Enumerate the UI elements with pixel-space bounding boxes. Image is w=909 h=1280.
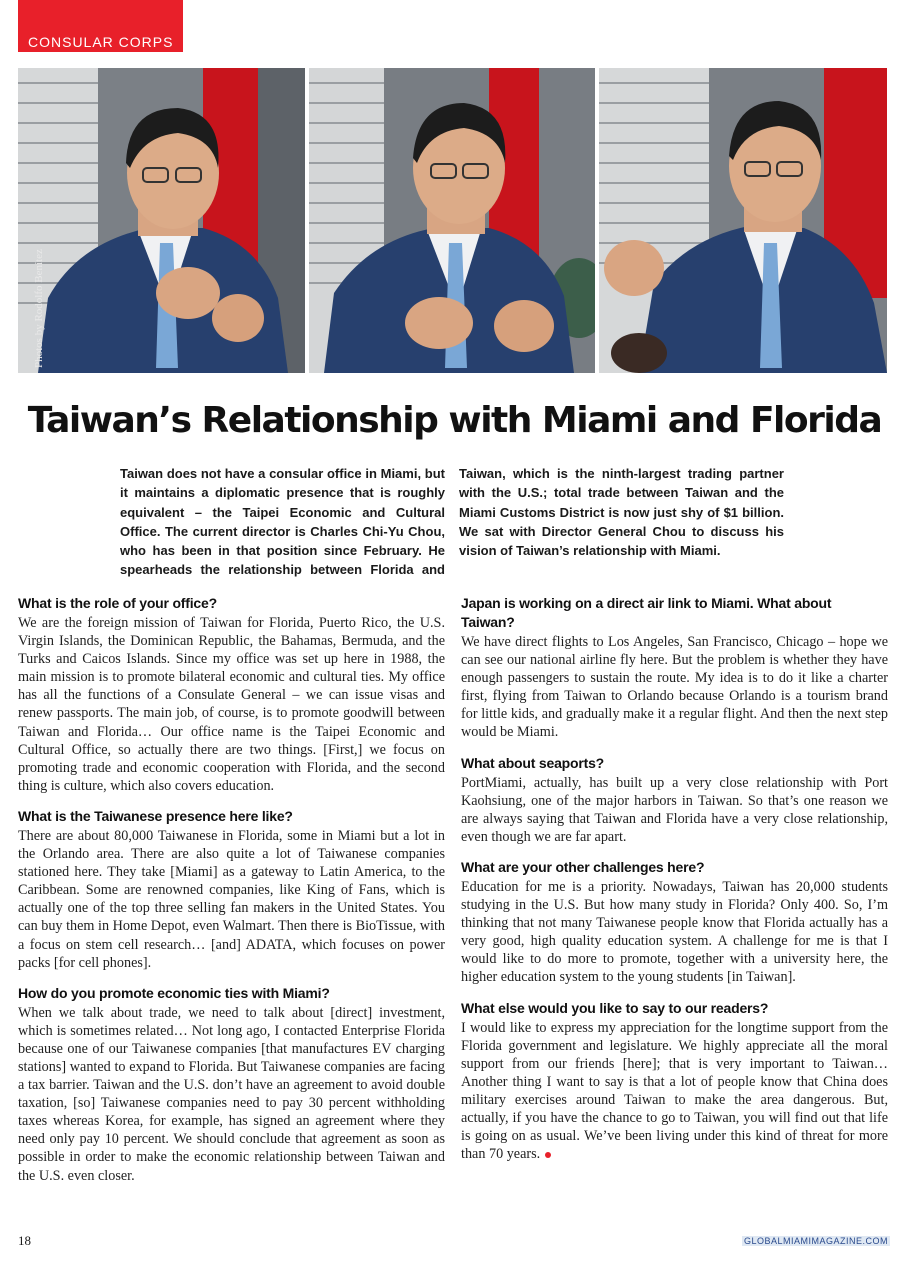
question: What are your other challenges here? [461, 858, 705, 875]
qa-block [461, 754, 888, 846]
qa-block [18, 984, 445, 1185]
website-link[interactable]: GLOBALMIAMIMAGAZINE.COM [743, 1236, 888, 1246]
section-tag [18, 0, 183, 52]
intro-paragraph: Taiwan does not have a consular office in Miami, but it maintains a diplomatic presence that is roughly equivalent – the Taipei Economic and Cultural Office. The current director is Charles Chi-Yu Chou, who has been in that position since February. He spearheads the relationship between Florida and Taiwan, which is the ninth-largest trading partner with the U.S.; total trade between Taiwan and the Miami Customs District is now just shy of $1 billion. We sat with Director General Chou to discuss his vision of Taiwan’s relationship with Miami. [120, 466, 784, 578]
question: How do you promote economic ties with Miami? [18, 984, 330, 1001]
answer: Education for me is a priority. Nowadays, Taiwan has 20,000 students studying in the U.S. But how many study in Florida? Only 400. So, I’m thinking that not many Taiwanese people know that Florida actually has a very good, high quality education system. A challenge for me is that I would like to do more to promote, together with a university here, the higher education system to the young students [in Taiwan]. [461, 878, 888, 986]
photo-director-2 [309, 68, 595, 373]
photo-director-3 [599, 68, 887, 373]
question: Japan is working on a direct air link to Miami. What about Taiwan? [461, 595, 832, 630]
answer-text: I would like to express my appreciation for the longtime support from the Florida government and legislature. We highly appreciate all the moral support from our friends [here]; that is very important to Taiwan… Another thing I want to say is that a lot of people know that China does military exercises around Taiwan to make the area dangerous. But, actually, if you have the chance to go to Taiwan, you will find out that life is going on as usual. We’ve been living under this kind of threat for more than 70 years. [461, 1019, 888, 1163]
question: What is the role of your office? [18, 595, 217, 611]
photo-credit: Photos by Rodolfo Benítez [33, 249, 45, 368]
photo-strip [18, 68, 887, 373]
qa-block [461, 858, 888, 987]
answer-final [461, 1019, 888, 1164]
photo-director-1 [18, 68, 305, 373]
section-tag-label: CONSULAR CORPS [28, 34, 174, 50]
right-column [461, 594, 888, 1175]
answer: We are the foreign mission of Taiwan for Florida, Puerto Rico, the U.S. Virgin Islands, the Dominican Republic, the Bahamas, Bermuda, and the Turks and Caicos Islands. Since my office was set up here in 1988, the main mission is to promote bilateral economic and cultural ties. My office has all the functions of a Consulate General – we can issue visas and renew passports. The main job, of course, is to promote goodwill between Taiwan and Florida… Our office name is the Taipei Economic and Cultural Office, so actually there are two things. [First,] we focus on promoting trade and economic cooperation with Florida, and the second thing is culture, which also covers education. [18, 615, 445, 794]
qa-block [18, 594, 445, 795]
answer: When we talk about trade, we need to talk about [direct] investment, which is sometimes related… Not long ago, I contacted Enterprise Florida because one of our Taiwanese companies [that manufactures EV charging stations] wanted to expand to Florida. But Taiwanese companies are facing a tax barrier. Taiwan and the U.S. don’t have an agreement to avoid double taxation, [so] Taiwanese companies need to pay 30 percent withholding taxes whereas Korea, for example, has signed an agreement where they need only pay 10 percent. We should conclude that agreement as soon as possible in order to make the economic relationship between Taiwan and the U.S. even closer. [18, 1004, 445, 1184]
left-column [18, 594, 445, 1197]
end-mark-icon [545, 1152, 551, 1158]
question: What else would you like to say to our readers? [461, 999, 769, 1016]
answer: PortMiami, actually, has built up a very close relationship with Port Kaohsiung, one of the major harbors in Taiwan. So that’s one reason we are always saying that Taiwan and Florida have a very close relationship, even though we are far apart. [461, 774, 888, 845]
answer: We have direct flights to Los Angeles, San Francisco, Chicago – hope we can see our national airline fly here. But the problem is whether they have enough passengers to sustain the route. My idea is to do it like a charter first, flying from Taiwan to Orlando because Orlando is a tourism brand for little kids, and gradually make it a regular flight. And then the next step would be Miami. [461, 634, 888, 741]
question: What is the Taiwanese presence here like? [18, 807, 293, 824]
page-number: 18 [18, 1233, 31, 1248]
answer: There are about 80,000 Taiwanese in Florida, some in Miami but a lot in the Orlando area. There are also quite a lot of Taiwanese companies stationed here. They take [Miami] as a gateway to Latin America, to the Caribbean. Some are renowned companies, like King of Fans, which is actually one of the top three selling fan makers in the United States. You can buy them in Home Depot, even Walmart. Then there is BioTissue, with a focus on stem cell research… [and] ADATA, which focuses on power packs [for cell phones]. [18, 827, 445, 971]
qa-block [461, 594, 888, 742]
headline: Taiwan’s Relationship with Miami and Florida [27, 400, 882, 441]
qa-block [18, 807, 445, 972]
question: What about seaports? [461, 754, 605, 771]
qa-block [461, 999, 888, 1164]
